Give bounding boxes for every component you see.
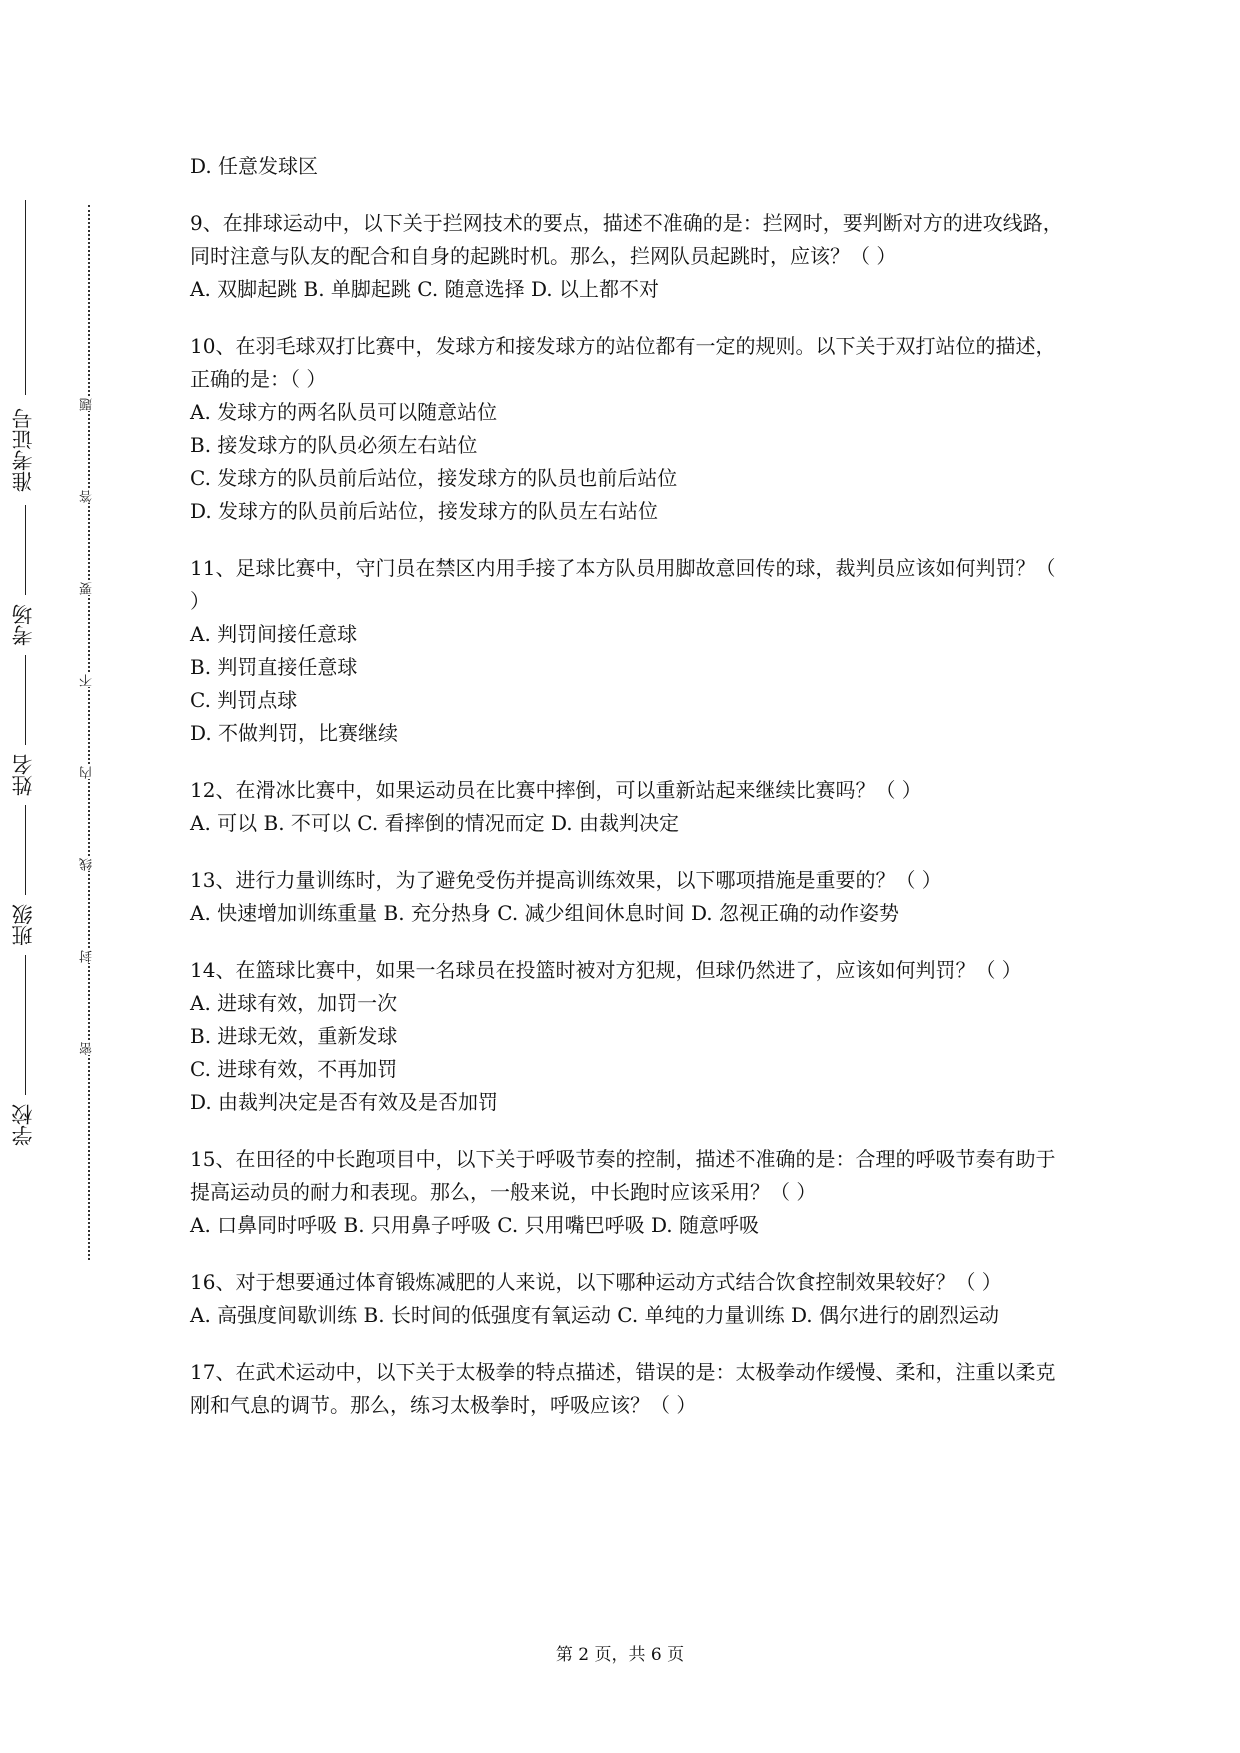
seal-char: 线 <box>80 858 98 871</box>
question-stem: 11、足球比赛中，守门员在禁区内用手接了本方队员用脚故意回传的球，裁判员应该如何判罚？（ ） <box>190 556 1056 613</box>
question-14 <box>190 954 1070 1119</box>
school-label: 学校 <box>10 1095 40 1155</box>
question-13 <box>190 864 1070 930</box>
option: C. 判罚点球 <box>190 688 298 712</box>
name-label: 姓名 <box>10 745 40 805</box>
ticket-number-label: 准考证号 <box>10 395 40 505</box>
option: A. 口鼻同时呼吸 B. 只用鼻子呼吸 C. 只用嘴巴呼吸 D. 随意呼吸 <box>190 1213 759 1237</box>
option: A. 快速增加训练重量 B. 充分热身 C. 减少组间休息时间 D. 忽视正确的动作姿势 <box>190 901 899 925</box>
question-content <box>190 150 1070 1446</box>
option: A. 双脚起跳 B. 单脚起跳 C. 随意选择 D. 以上都不对 <box>190 277 659 301</box>
question-17 <box>190 1356 1070 1422</box>
question-8-tail <box>190 150 1070 183</box>
question-stem: 17、在武术运动中，以下关于太极拳的特点描述，错误的是：太极拳动作缓慢、柔和，注重以柔克刚和气息的调节。那么，练习太极拳时，呼吸应该？（ ） <box>190 1360 1056 1417</box>
seal-char: 要 <box>80 582 98 595</box>
option: C. 发球方的队员前后站位，接发球方的队员也前后站位 <box>190 466 678 490</box>
option: D. 任意发球区 <box>190 154 319 178</box>
option: A. 判罚间接任意球 <box>190 622 358 646</box>
question-10 <box>190 330 1070 528</box>
question-stem: 14、在篮球比赛中，如果一名球员在投篮时被对方犯规，但球仍然进了，应该如何判罚？（ ） <box>190 958 1022 982</box>
option: A. 进球有效，加罚一次 <box>190 991 398 1015</box>
option: C. 进球有效，不再加罚 <box>190 1057 398 1081</box>
option: A. 发球方的两名队员可以随意站位 <box>190 400 498 424</box>
option: D. 由裁判决定是否有效及是否加罚 <box>190 1090 499 1114</box>
seal-char: 封 <box>80 950 98 963</box>
option: B. 接发球方的队员必须左右站位 <box>190 433 478 457</box>
seal-char: 题 <box>80 398 98 411</box>
question-stem: 9、在排球运动中，以下关于拦网技术的要点，描述不准确的是：拦网时，要判断对方的进攻线路，同时注意与队友的配合和自身的起跳时机。那么，拦网队员起跳时，应该？（ ） <box>190 211 1063 268</box>
option: D. 不做判罚，比赛继续 <box>190 721 399 745</box>
option: A. 高强度间歇训练 B. 长时间的低强度有氧运动 C. 单纯的力量训练 D. 偶尔进行的剧烈运动 <box>190 1303 999 1327</box>
seal-char: 内 <box>80 766 98 779</box>
question-9 <box>190 207 1070 306</box>
side-underline <box>25 200 26 1120</box>
question-12 <box>190 774 1070 840</box>
question-11 <box>190 552 1070 750</box>
seal-char: 密 <box>80 1042 98 1055</box>
question-stem: 15、在田径的中长跑项目中，以下关于呼吸节奏的控制，描述不准确的是：合理的呼吸节奏有助于提高运动员的耐力和表现。那么，一般来说，中长跑时应该采用？（ ） <box>190 1147 1056 1204</box>
exam-room-label: 考场 <box>10 595 40 655</box>
question-stem: 13、进行力量训练时，为了避免受伤并提高训练效果，以下哪项措施是重要的？（ ） <box>190 868 942 892</box>
question-16 <box>190 1266 1070 1332</box>
option: A. 可以 B. 不可以 C. 看摔倒的情况而定 D. 由裁判决定 <box>190 811 679 835</box>
question-stem: 10、在羽毛球双打比赛中，发球方和接发球方的站位都有一定的规则。以下关于双打站位的描述，正确的是：（ ） <box>190 334 1056 391</box>
question-stem: 16、对于想要通过体育锻炼减肥的人来说，以下哪种运动方式结合饮食控制效果较好？（ ） <box>190 1270 1002 1294</box>
question-stem: 12、在滑冰比赛中，如果运动员在比赛中摔倒，可以重新站起来继续比赛吗？（ ） <box>190 778 922 802</box>
option: B. 进球无效，重新发球 <box>190 1024 398 1048</box>
option: D. 发球方的队员前后站位，接发球方的队员左右站位 <box>190 499 659 523</box>
page-footer: 第 2 页，共 6 页 <box>555 1645 685 1665</box>
class-label: 班级 <box>10 895 40 955</box>
option: B. 判罚直接任意球 <box>190 655 358 679</box>
seal-dotted-line <box>88 205 90 1260</box>
seal-char: 答 <box>80 490 98 503</box>
question-15 <box>190 1143 1070 1242</box>
seal-char: 不 <box>80 674 98 687</box>
